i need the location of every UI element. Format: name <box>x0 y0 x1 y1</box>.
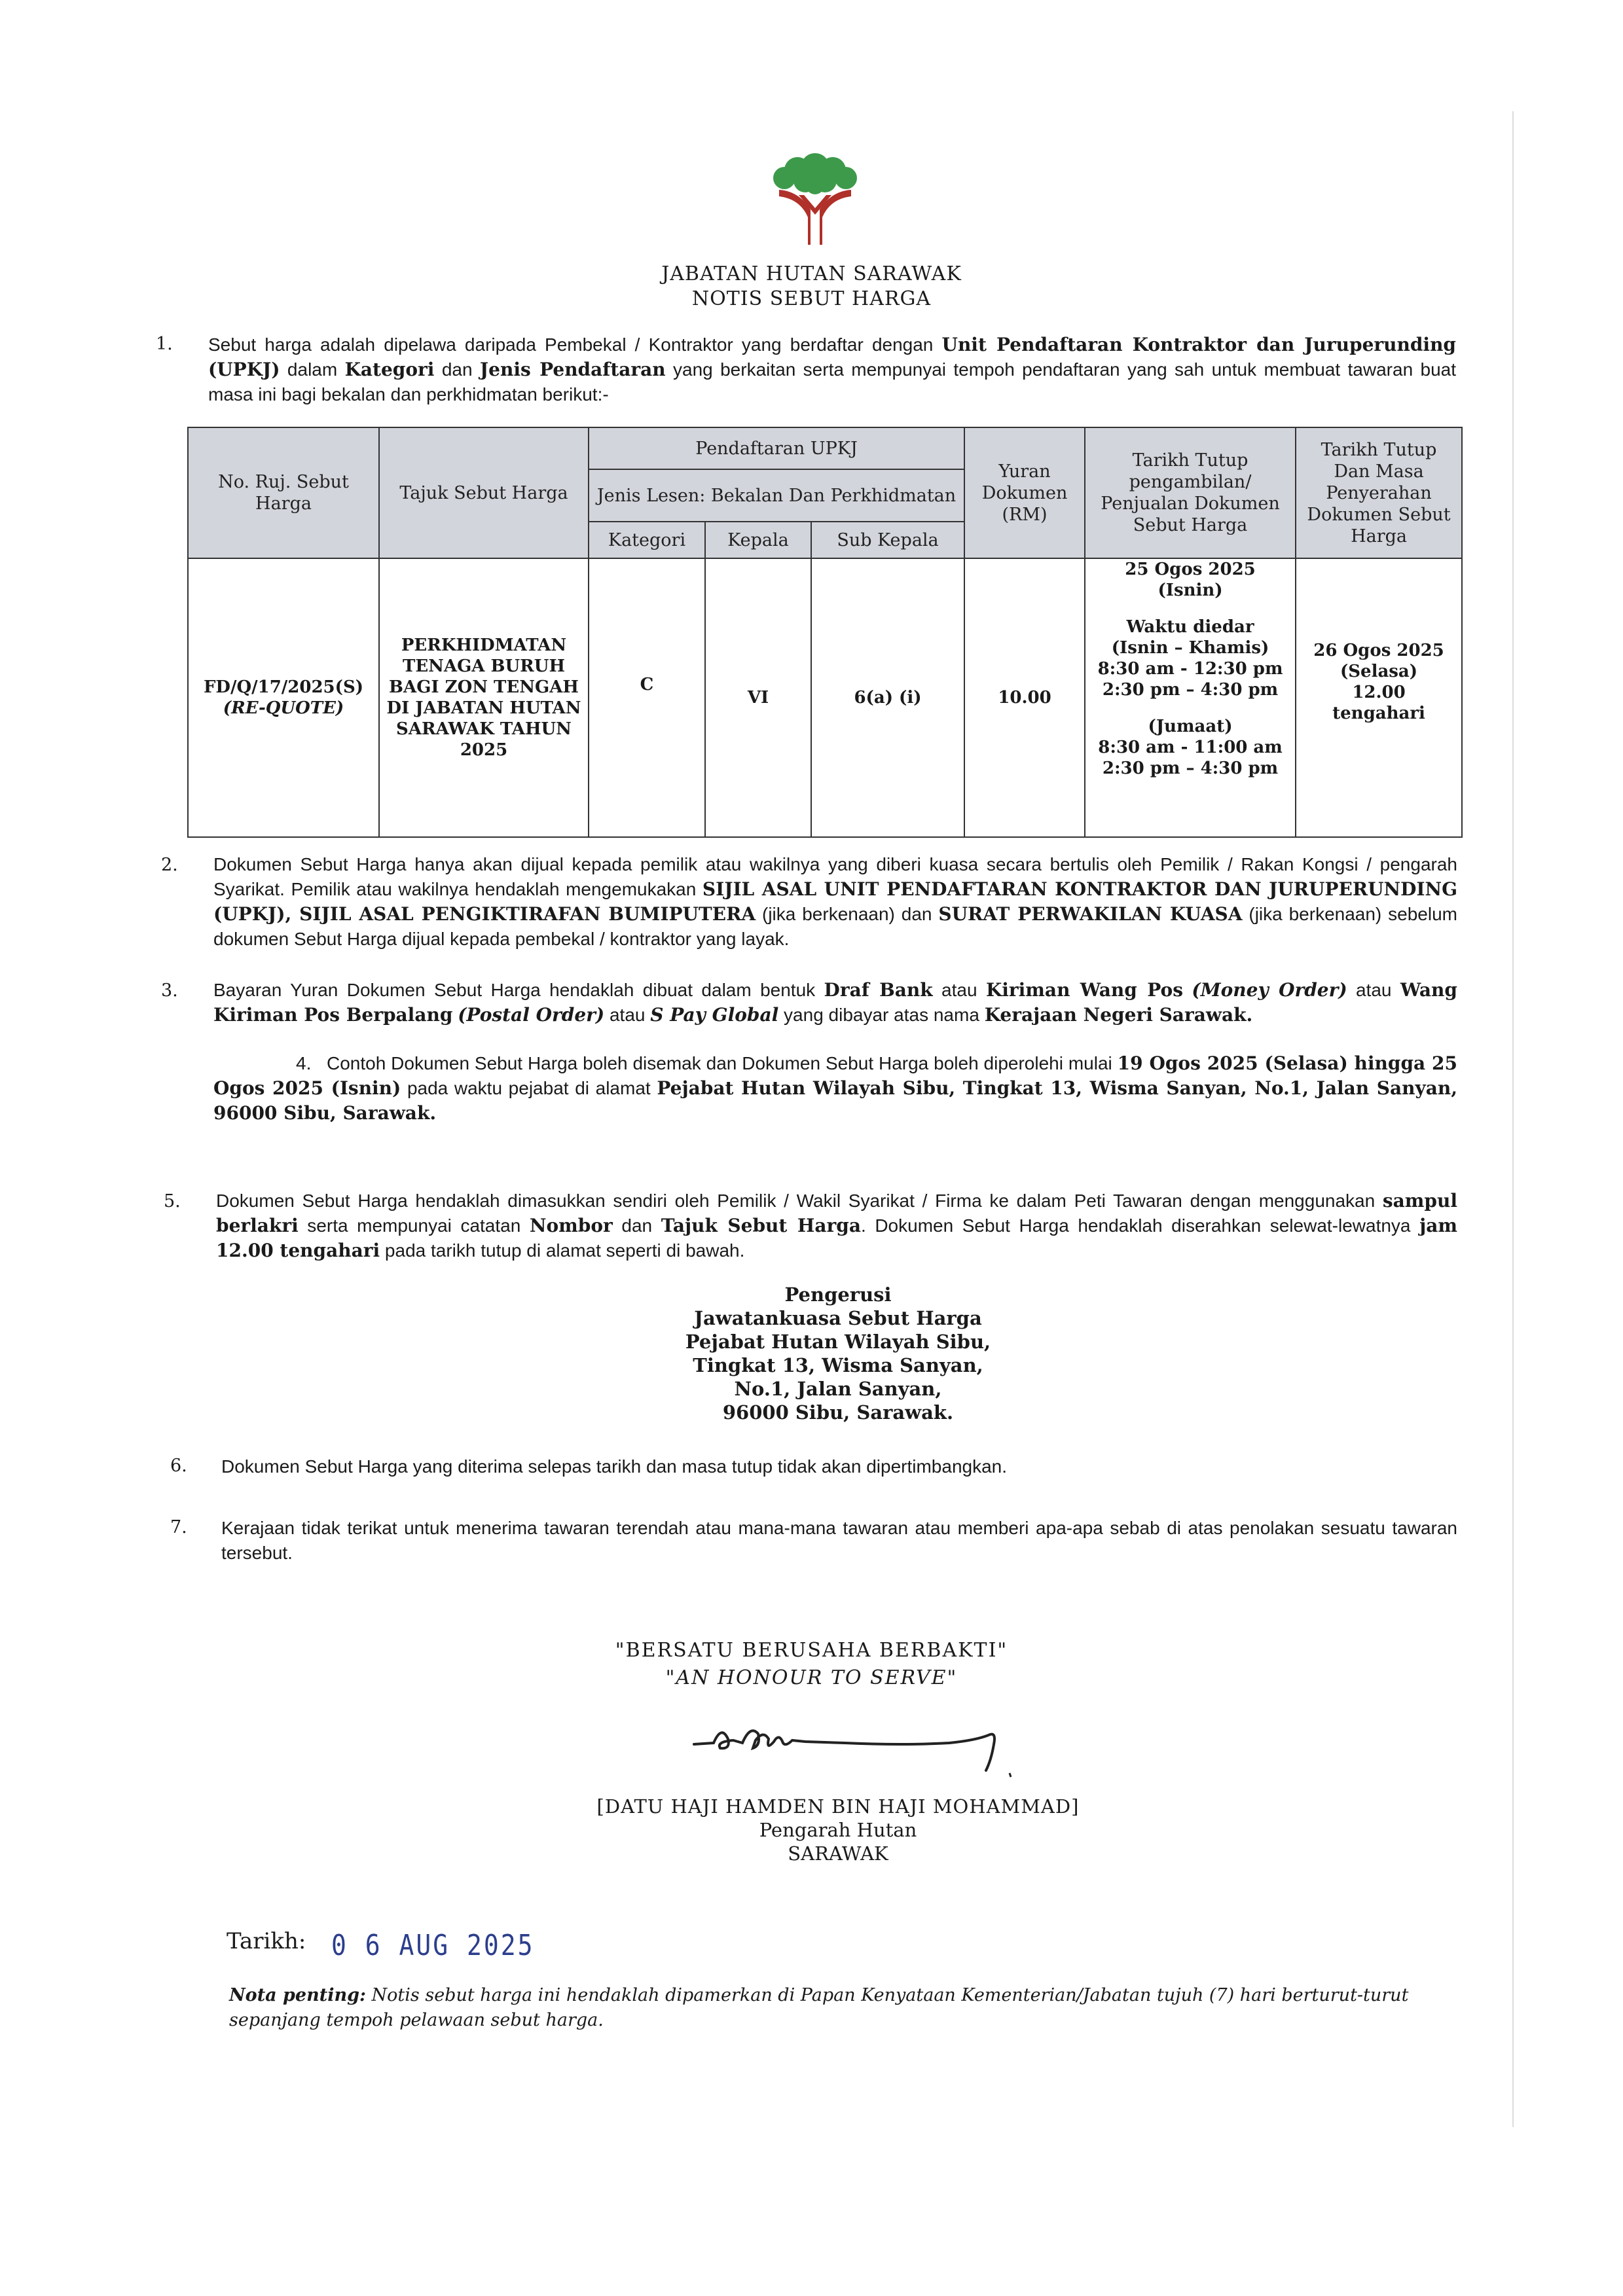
ambil-line: 25 Ogos 2025 <box>1125 560 1256 579</box>
ambil-line: 8:30 am - 11:00 am <box>1098 738 1283 757</box>
para-1: Sebut harga adalah dipelawa daripada Pembekal / Kontraktor yang berdaftar dengan Unit Pendaftaran Kontraktor dan Juruperunding (UPKJ) dalam Kategori dan Jenis Pendaftaran yang berkaitan serta mempunyai tempoh pendaftaran yang sah untuk membuat tawaran buat masa ini bagi bekalan dan perkhidmatan berikut:- <box>208 334 1457 404</box>
address-line: 96000 Sibu, Sarawak. <box>722 1401 954 1424</box>
para-3-number: 3. <box>161 980 178 1001</box>
ruj-number: FD/Q/17/2025(S) <box>203 677 364 697</box>
signatory-block <box>458 1795 1218 1865</box>
para-7-number: 7. <box>170 1517 187 1537</box>
jabatan-hutan-logo <box>753 149 877 247</box>
para-1-number: 1. <box>156 334 173 354</box>
address-line: No.1, Jalan Sanyan, <box>734 1378 942 1400</box>
para-5: Dokumen Sebut Harga hendaklah dimasukkan sendiri oleh Pemilik / Wakil Syarikat / Firma ke dalam Peti Tawaran dengan menggunakan sampul berlakri serta mempunyai catatan Nombor dan Tajuk Sebut Harga. Dokumen Sebut Harga hendaklah diserahkan selewat-lewatnya jam 12.00 tengahari pada tarikh tutup di alamat seperti di bawah. <box>216 1190 1457 1261</box>
address-line: Jawatankuasa Sebut Harga <box>694 1307 982 1329</box>
date-stamp: 0 6 AUG 2025 <box>331 1928 535 1962</box>
header-upkj: Pendaftaran UPKJ <box>589 427 964 469</box>
cell-kepala: VI <box>705 558 811 837</box>
para-4-number: 4. <box>296 1053 312 1073</box>
header-kepala: Kepala <box>705 522 811 558</box>
ambil-line: (Jumaat) <box>1148 717 1233 736</box>
serah-line: tengahari <box>1332 704 1425 723</box>
para-2: Dokumen Sebut Harga hanya akan dijual kepada pemilik atau wakilnya yang diberi kuasa secara bertulis oleh Pemilik / Rakan Kongsi / pengarah Syarikat. Pemilik atau wakilnya hendaklah mengemukakan SIJIL ASAL UNIT PENDAFTARAN KONTRAKTOR DAN JURUPERUNDING (UPKJ), SIJIL ASAL PENGIKTIRAFAN BUMIPUTERA (jika berkenaan) dan SURAT PERWAKILAN KUASA (jika berkenaan) sebelum dokumen Sebut Harga dijual kepada pembekal / kontraktor yang layak. <box>213 854 1457 949</box>
address-line: Tingkat 13, Wisma Sanyan, <box>693 1354 983 1376</box>
para-6-number: 6. <box>170 1456 187 1476</box>
header-kategori: Kategori <box>589 522 705 558</box>
note-label: Nota penting: <box>229 1985 366 2005</box>
cell-tutup-serah <box>1296 558 1462 837</box>
organization-name: JABATAN HUTAN SARAWAK <box>661 262 962 285</box>
serah-line: 12.00 <box>1352 683 1406 702</box>
header-yuran: Yuran Dokumen (RM) <box>964 427 1085 558</box>
para-7: Kerajaan tidak terikat untuk menerima tawaran terendah atau mana-mana tawaran atau memberi apa-apa sebab di atas penolakan sesuatu tawaran tersebut. <box>221 1518 1457 1563</box>
notice-title: NOTIS SEBUT HARGA <box>691 287 932 310</box>
header-tutup-ambil: Tarikh Tutup pengambilan/ Penjualan Dokumen Sebut Harga <box>1085 427 1296 558</box>
address-line: Pengerusi <box>784 1283 892 1306</box>
table-row <box>188 558 1462 837</box>
header-jenis-lesen: Jenis Lesen: Bekalan Dan Perkhidmatan <box>589 469 964 522</box>
ambil-line: Waktu diedar <box>1126 617 1254 637</box>
header-ruj: No. Ruj. Sebut Harga <box>188 427 379 558</box>
signature <box>687 1705 1028 1784</box>
ambil-line: (Isnin – Khamis) <box>1111 638 1269 658</box>
note <box>229 1983 1460 2033</box>
cell-tutup-ambil <box>1085 558 1296 837</box>
para-2-number: 2. <box>161 855 178 875</box>
date-label: Tarikh: <box>227 1928 306 1954</box>
cell-ruj <box>188 558 379 837</box>
note-text: Notis sebut harga ini hendaklah dipamerkan di Papan Kenyataan Kementerian/Jabatan tujuh (7) hari berturut-turut sepanjang tempoh pelawaan sebut harga. <box>229 1985 1409 2030</box>
header-tajuk: Tajuk Sebut Harga <box>379 427 589 558</box>
quotation-table <box>187 427 1463 838</box>
address-block <box>642 1283 1034 1424</box>
cell-tajuk: PERKHIDMATAN TENAGA BURUH BAGI ZON TENGAH DI JABATAN HUTAN SARAWAK TAHUN 2025 <box>379 558 589 837</box>
cell-sub-kepala: 6(a) (i) <box>811 558 964 837</box>
signatory-title: Pengarah Hutan <box>759 1819 917 1841</box>
ambil-line: 2:30 pm – 4:30 pm <box>1102 759 1279 778</box>
motto-malay: "BERSATU BERUSAHA BERBAKTI" <box>615 1639 1008 1662</box>
serah-line: (Selasa) <box>1340 662 1418 681</box>
cell-kategori: C <box>589 558 705 837</box>
signatory-name: [DATU HAJI HAMDEN BIN HAJI MOHAMMAD] <box>596 1795 1080 1818</box>
serah-line: 26 Ogos 2025 <box>1313 641 1444 660</box>
para-5-number: 5. <box>164 1191 181 1211</box>
header-tutup-serah: Tarikh Tutup Dan Masa Penyerahan Dokumen Sebut Harga <box>1296 427 1462 558</box>
cell-yuran: 10.00 <box>964 558 1085 837</box>
para-4: 4. Contoh Dokumen Sebut Harga boleh disemak dan Dokumen Sebut Harga boleh diperolehi mulai 19 Ogos 2025 (Selasa) hingga 25 Ogos 2025 (Isnin) pada waktu pejabat di alamat Pejabat Hutan Wilayah Sibu, Tingkat 13, Wisma Sanyan, No.1, Jalan Sanyan, 96000 Sibu, Sarawak. <box>213 1052 1458 1124</box>
ambil-line: (Isnin) <box>1158 581 1223 600</box>
para-6: Dokumen Sebut Harga yang diterima selepas tarikh dan masa tutup tidak akan dipertimbangkan. <box>221 1456 1008 1477</box>
signatory-state: SARAWAK <box>788 1842 888 1865</box>
address-line: Pejabat Hutan Wilayah Sibu, <box>685 1331 991 1353</box>
para-3: Bayaran Yuran Dokumen Sebut Harga hendaklah dibuat dalam bentuk Draf Bank atau Kiriman Wang Pos (Money Order) atau Wang Kiriman Pos Berpalang (Postal Order) atau S Pay Global yang dibayar atas nama Kerajaan Negeri Sarawak. <box>213 979 1457 1026</box>
ambil-line: 8:30 am - 12:30 pm <box>1097 659 1283 679</box>
scan-edge-line <box>1512 111 1514 2127</box>
ruj-requote: (RE-QUOTE) <box>223 698 344 718</box>
ambil-line: 2:30 pm – 4:30 pm <box>1102 680 1279 700</box>
header-sub-kepala: Sub Kepala <box>811 522 964 558</box>
motto-english: "AN HONOUR TO SERVE" <box>665 1666 958 1689</box>
